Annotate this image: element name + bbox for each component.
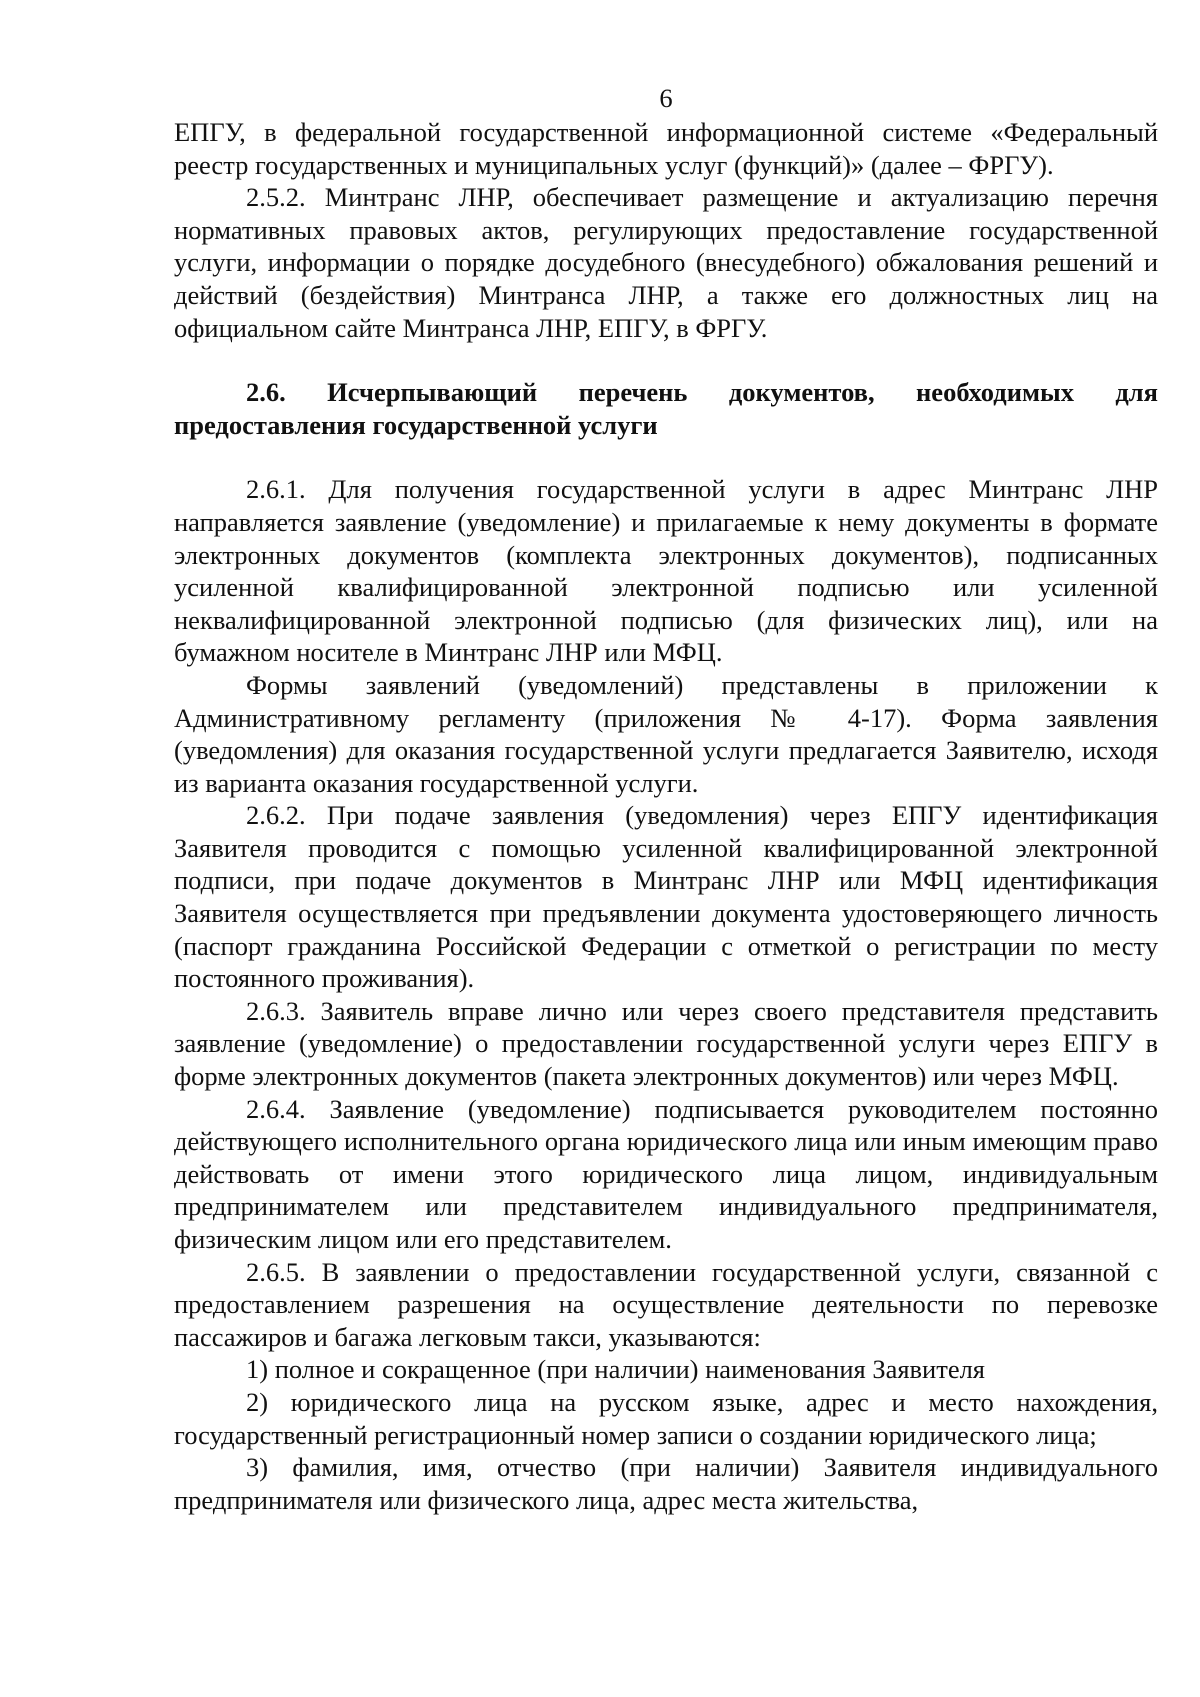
spacer [174,344,1158,376]
section-heading: 2.6. Исчерпывающий перечень документов, необходимых для предоставления государственной услуги [174,377,1158,440]
paragraph-2-5-2: 2.5.2. Минтранс ЛНР, обеспечивает размещение и актуализацию перечня нормативных правовых актов, регулирующих предоставление государственной услуги, информации о порядке досудебного (внесудебного) обжалования решений и действий (бездействия) Минтранса ЛНР, а также его должностных лиц на официальном сайте Минтранса ЛНР, ЕПГУ, в ФРГУ. [174,182,1158,343]
list-item-2: 2) юридического лица на русском языке, адрес и место нахождения, государственный регистрационный номер записи о создании юридического лица; [174,1386,1158,1450]
spacer [174,441,1158,473]
list-item-1: 1) полное и сокращенное (при наличии) наименования Заявителя [246,1354,985,1385]
paragraph-2-6-3: 2.6.3. Заявитель вправе лично или через своего представителя представить заявление (уведомление) о предоставлении государственной услуги через ЕПГУ в форме электронных документов (пакета электронных документов) или через МФЦ. [174,995,1158,1092]
document-page [174,80,1158,1516]
paragraph-2-6-4: 2.6.4. Заявление (уведомление) подписывается руководителем постоянно действующего исполнительного органа юридического лица или иным имеющим право действовать от имени этого юридического лица лицом, индивидуальным предпринимателем или представителем индивидуального предпринимателя, физическим лицом или его представителем. [174,1093,1158,1254]
paragraph-forms: Формы заявлений (уведомлений) представлены в приложении к Административному регламенту (приложения № 4-17). Форма заявления (уведомления) для оказания государственной услуги предлагается Заявителю, исходя из варианта оказания государственной услуги. [174,669,1158,798]
paragraph-2-6-2: 2.6.2. При подаче заявления (уведомления) через ЕПГУ идентификация Заявителя проводится с помощью усиленной квалифицированной электронной подписи, при подаче документов в Минтранс ЛНР или МФЦ идентификация Заявителя осуществляется при предъявлении документа удостоверяющего личность (паспорт гражданина Российской Федерации с отметкой о регистрации по месту постоянного проживания). [174,800,1158,994]
paragraph-2-6-5: 2.6.5. В заявлении о предоставлении государственной услуги, связанной с предоставлением разрешения на осуществление деятельности по перевозке пассажиров и багажа легковым такси, указываются: [174,1256,1158,1352]
list-item-3: 3) фамилия, имя, отчество (при наличии) Заявителя индивидуального предпринимателя или физического лица, адрес места жительства, [174,1452,1158,1515]
paragraph-continuation: ЕПГУ, в федеральной государственной информационной системе «Федеральный реестр государственных и муниципальных услуг (функций)» (далее – ФРГУ). [174,117,1158,180]
page-number: 6 [659,83,673,113]
paragraph-2-6-1: 2.6.1. Для получения государственной услуги в адрес Минтранс ЛНР направляется заявление (уведомление) и прилагаемые к нему документы в формате электронных документов (комплекта электронных документов), подписанных усиленной квалифицированной электронной подписью или усиленной неквалифицированной электронной подписью (для физических лиц), или на бумажном носителе в Минтранс ЛНР или МФЦ. [174,474,1158,668]
